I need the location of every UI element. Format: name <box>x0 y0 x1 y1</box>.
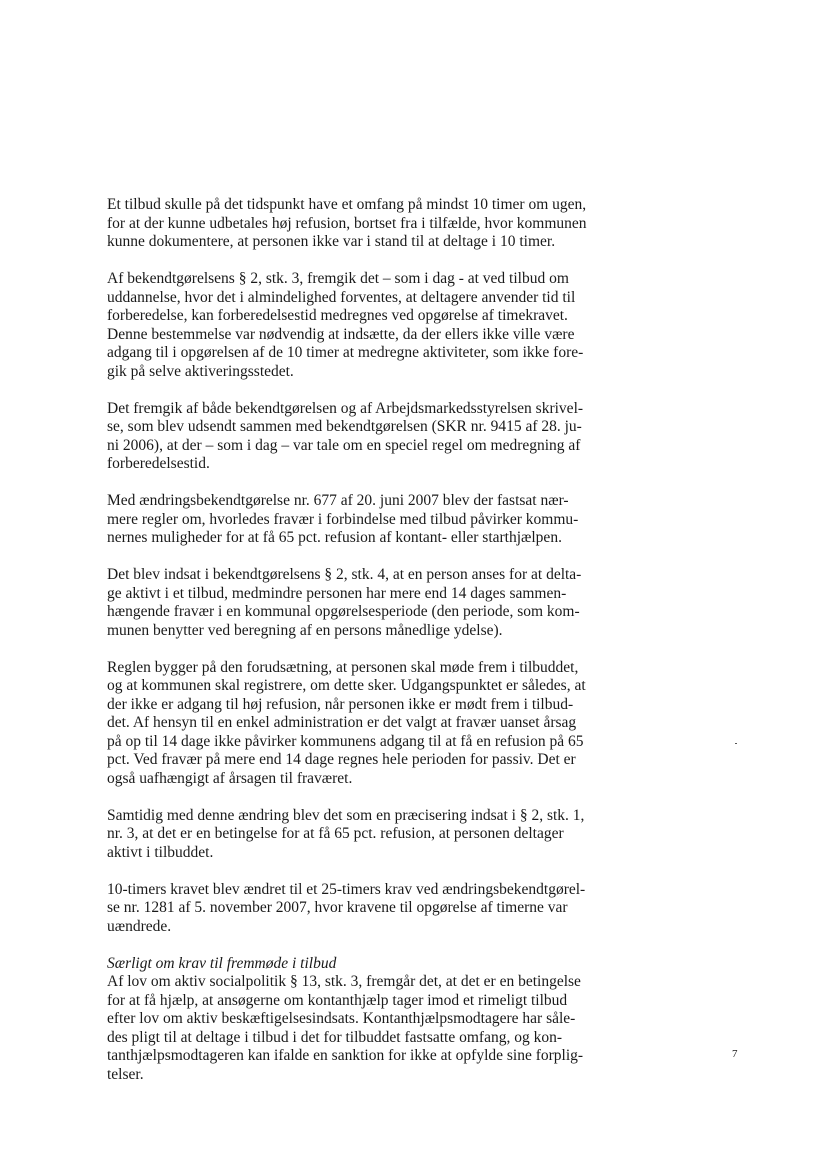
paragraph <box>107 492 637 548</box>
section-heading: Særligt om krav til fremmøde i tilbud <box>107 954 337 972</box>
text-line: Samtidig med denne ændring blev det som en præcisering indsat i § 2, stk. 1, <box>107 806 585 824</box>
text-line: ge aktivt i et tilbud, medmindre personen har mere end 14 dages sammen- <box>107 584 567 602</box>
text-line: på op til 14 dage ikke påvirker kommunens adgang til at få en refusion på 65 <box>107 732 584 750</box>
text-line: Med ændringsbekendtgørelse nr. 677 af 20. juni 2007 blev der fastsat nær- <box>107 492 569 509</box>
text-line: gik på selve aktiveringsstedet. <box>107 362 294 380</box>
text-line: se, som blev udsendt sammen med bekendtgørelsen (SKR nr. 9415 af 28. ju- <box>107 418 582 435</box>
text-line: uændrede. <box>107 917 172 935</box>
text-line: Et tilbud skulle på det tidspunkt have et omfang på mindst 10 timer om ugen, <box>107 196 587 213</box>
text-line: forberedelse, kan forberedelsestid medregnes ved opgørelse af timekravet. <box>107 307 568 324</box>
text-line: forberedelsestid. <box>107 455 210 472</box>
text-line: kunne dokumentere, at personen ikke var i stand til at deltage i 10 timer. <box>107 233 556 250</box>
text-line: efter lov om aktiv beskæftigelsesindsats. Kontanthjælpsmodtagere har såle- <box>107 1010 576 1027</box>
text-line: adgang til i opgørelsen af de 10 timer at medregne aktiviteter, som ikke fore- <box>107 344 584 361</box>
paragraph <box>107 807 637 863</box>
text-line: for at få hjælp, at ansøgerne om kontanthjælp tager imod et rimeligt tilbud <box>107 991 568 1009</box>
body-text <box>107 196 637 1084</box>
text-line: mere regler om, hvorledes fravær i forbindelse med tilbud påvirker kommu- <box>107 510 579 528</box>
text-line: også uafhængigt af årsagen til fraværet. <box>107 769 353 787</box>
text-line: Denne bestemmelse var nødvendig at indsætte, da der ellers ikke ville være <box>107 325 575 343</box>
paragraph <box>107 973 637 1084</box>
text-line: nr. 3, at det er en betingelse for at få 65 pct. refusion, at personen deltager <box>107 825 564 842</box>
text-line: se nr. 1281 af 5. november 2007, hvor kravene til opgørelse af timerne var <box>107 899 568 916</box>
text-line: 10-timers kravet blev ændret til et 25-timers krav ved ændringsbekendtgørel- <box>107 880 586 898</box>
text-line: Det blev indsat i bekendtgørelsens § 2, stk. 4, at en person anses for at delta- <box>107 566 582 583</box>
text-line: des pligt til at deltage i tilbud i det for tilbuddet fastsatte omfang, og kon- <box>107 1028 563 1046</box>
text-line: ni 2006), at der – som i dag – var tale om en speciel regel om medregning af <box>107 436 581 454</box>
text-line: aktivt i tilbuddet. <box>107 843 214 861</box>
text-line: hængende fravær i en kommunal opgørelsesperiode (den periode, som kom- <box>107 603 580 620</box>
page-number: 7 <box>732 1048 738 1060</box>
paragraph <box>107 400 637 474</box>
paragraph <box>107 659 637 789</box>
text-line: Det fremgik af både bekendtgørelsen og af Arbejdsmarkedsstyrelsen skrivel- <box>107 399 584 417</box>
text-line: nernes muligheder for at få 65 pct. refusion af kontant- eller starthjælpen. <box>107 529 562 546</box>
paragraph <box>107 196 637 252</box>
text-line: det. Af hensyn til en enkel administration er det valgt at fravær uanset årsag <box>107 714 577 731</box>
text-line: tanthjælpsmodtageren kan ifalde en sanktion for ikke at opfylde sine forplig- <box>107 1047 584 1064</box>
text-line: Af bekendtgørelsens § 2, stk. 3, fremgik det – som i dag - at ved tilbud om <box>107 270 569 287</box>
paragraph <box>107 881 637 937</box>
text-line: uddannelse, hvor det i almindelighed forventes, at deltagere anvender tid til <box>107 288 576 306</box>
text-line: Af lov om aktiv socialpolitik § 13, stk. 3, fremgår det, at det er en betingelse <box>107 973 581 990</box>
text-line: der ikke er adgang til høj refusion, når personen ikke er mødt frem i tilbud- <box>107 695 574 713</box>
text-line: og at kommunen skal registrere, om dette sker. Udgangspunktet er således, at <box>107 677 586 694</box>
scan-speck <box>735 743 737 744</box>
text-line: telser. <box>107 1065 144 1083</box>
text-line: pct. Ved fravær på mere end 14 dage regnes hele perioden for passiv. Det er <box>107 751 576 768</box>
text-line: for at der kunne udbetales høj refusion, bortset fra i tilfælde, hvor kommunen <box>107 214 587 232</box>
paragraph <box>107 270 637 381</box>
text-line: munen benytter ved beregning af en persons månedlige ydelse). <box>107 621 503 639</box>
paragraph <box>107 566 637 640</box>
text-line: Reglen bygger på den forudsætning, at personen skal møde frem i tilbuddet, <box>107 658 579 676</box>
